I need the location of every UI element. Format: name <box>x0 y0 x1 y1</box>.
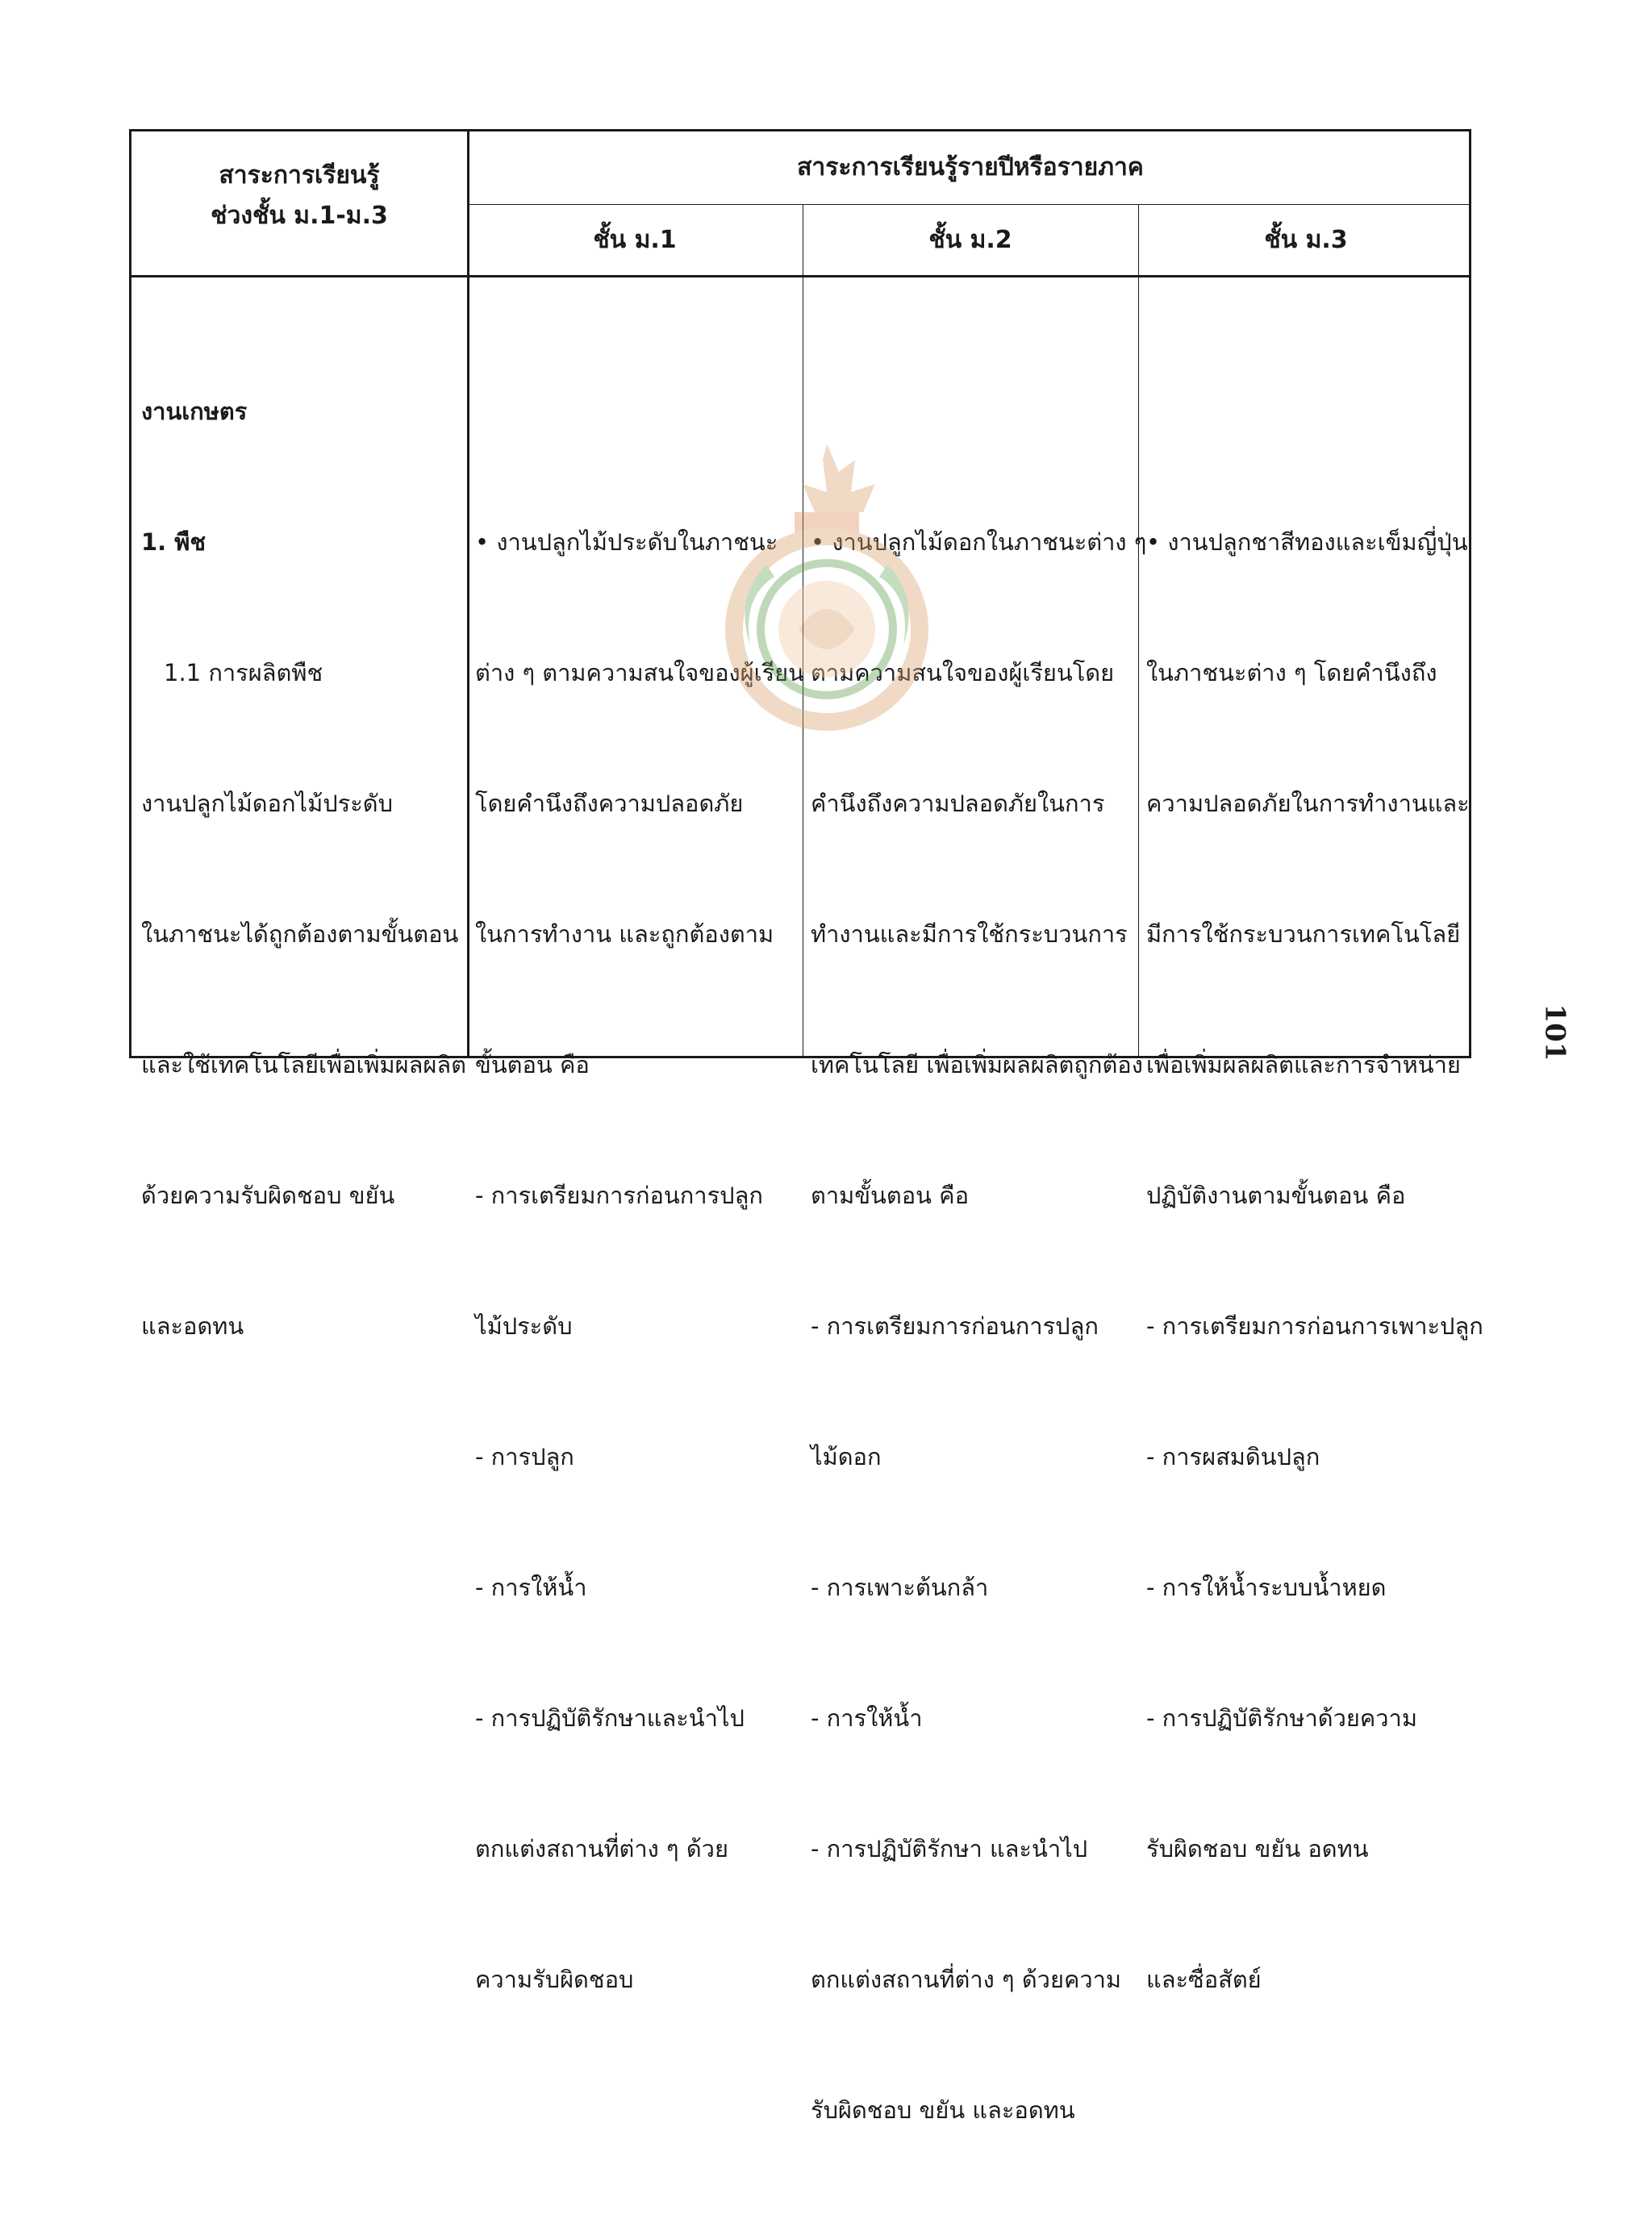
grade2-line: ทำงานและมีการใช้กระบวนการ <box>811 920 1128 948</box>
grade2-line: ตกแต่งสถานที่ต่าง ๆ ด้วยความ <box>811 1966 1122 1993</box>
header-grade2: ชั้น ม.2 <box>928 226 1012 254</box>
grade3-content <box>1146 433 1483 2088</box>
col1-line: ด้วยความรับผิดชอบ ขยัน <box>141 1182 395 1209</box>
grade2-line: ตามขั้นตอน คือ <box>811 1182 969 1209</box>
grade3-line: มีการใช้กระบวนการเทคโนโลยี <box>1146 920 1461 948</box>
grade1-line: - การเตรียมการก่อนการปลูก <box>475 1182 763 1209</box>
grade1-line: ต่าง ๆ ตามความสนใจของผู้เรียน <box>475 659 804 686</box>
item-title: 1.1 การผลิตพืช <box>164 659 323 686</box>
grade3-line: และซื่อสัตย์ <box>1146 1966 1262 1993</box>
grade2-line: รับผิดชอบ ขยัน และอดทน <box>811 2096 1075 2124</box>
grade3-line: - การปฏิบัติรักษาด้วยความ <box>1146 1704 1417 1732</box>
grade2-line: - การปฏิบัติรักษา และนำไป <box>811 1835 1088 1862</box>
column-divider <box>1138 204 1139 1056</box>
grade2-content <box>811 433 1147 2219</box>
grade3-line: เพื่อเพิ่มผลผลิตและการจำหน่าย <box>1146 1051 1461 1078</box>
grade1-line: ความรับผิดชอบ <box>475 1966 634 1993</box>
grade2-line: - การให้น้ำ <box>811 1704 923 1732</box>
grade1-line: ตกแต่งสถานที่ต่าง ๆ ด้วย <box>475 1835 728 1862</box>
header-col1-line2: ช่วงชั้น ม.1-ม.3 <box>211 202 388 230</box>
grade1-line: - การปลูก <box>475 1443 574 1470</box>
col1-content <box>141 302 466 1435</box>
grade3-line: ในภาชนะต่าง ๆ โดยคำนึงถึง <box>1146 659 1437 686</box>
grade2-line: • งานปลูกไม้ดอกในภาชนะต่าง ๆ <box>811 528 1147 556</box>
grade2-line: คำนึงถึงความปลอดภัยในการ <box>811 790 1105 817</box>
header-grade1: ชั้น ม.1 <box>593 226 677 254</box>
grade2-line: - การเพาะต้นกล้า <box>811 1574 989 1601</box>
grade1-line: - การให้น้ำ <box>475 1574 587 1601</box>
column-divider <box>467 131 469 1056</box>
grade3-line: ความปลอดภัยในการทำงานและ <box>1146 790 1470 817</box>
grade2-line: ไม้ดอก <box>811 1443 882 1470</box>
header-grade3: ชั้น ม.3 <box>1264 226 1348 254</box>
grade3-line: - การเตรียมการก่อนการเพาะปลูก <box>1146 1312 1483 1340</box>
grade1-line: • งานปลูกไม้ประดับในภาชนะ <box>475 528 778 556</box>
grade1-line: โดยคำนึงถึงความปลอดภัย <box>475 790 744 817</box>
grade3-line: - การให้น้ำระบบน้ำหยด <box>1146 1574 1387 1601</box>
header-subdivider <box>467 204 1469 205</box>
header-col1 <box>131 156 467 236</box>
grade3-line: - การผสมดินปลูก <box>1146 1443 1320 1470</box>
grade3-line: • งานปลูกชาสีทองและเข็มญี่ปุ่น <box>1146 528 1468 556</box>
grade3-line: รับผิดชอบ ขยัน อดทน <box>1146 1835 1369 1862</box>
col1-line: และอดทน <box>141 1312 244 1340</box>
grade1-line: ในการทำงาน และถูกต้องตาม <box>475 920 774 948</box>
header-col1-line1: สาระการเรียนรู้ <box>219 161 380 190</box>
subsection-title: 1. พืช <box>141 528 206 556</box>
grade1-line: ไม้ประดับ <box>475 1312 573 1340</box>
curriculum-table <box>129 129 1483 2124</box>
grade2-line: ตามความสนใจของผู้เรียนโดย <box>811 659 1115 686</box>
col1-line: และใช้เทคโนโลยีเพื่อเพิ่มผลผลิต <box>141 1051 466 1078</box>
grade2-line: - การเตรียมการก่อนการปลูก <box>811 1312 1099 1340</box>
grade1-line: ขั้นตอน คือ <box>475 1051 590 1078</box>
grade2-line: เทคโนโลยี เพื่อเพิ่มผลผลิตถูกต้อง <box>811 1051 1143 1078</box>
section-title: งานเกษตร <box>141 398 248 425</box>
col1-line: งานปลูกไม้ดอกไม้ประดับ <box>141 790 394 817</box>
header-group-title: สาระการเรียนรู้รายปีหรือรายภาค <box>797 153 1144 181</box>
header-bottom-border <box>131 275 1469 277</box>
col1-line: ในภาชนะได้ถูกต้องตามขั้นตอน <box>141 920 459 948</box>
page-number: 101 <box>1538 1003 1571 1062</box>
grade1-line: - การปฏิบัติรักษาและนำไป <box>475 1704 745 1732</box>
grade3-line: ปฏิบัติงานตามขั้นตอน คือ <box>1146 1182 1406 1209</box>
grade1-content <box>475 433 804 2088</box>
